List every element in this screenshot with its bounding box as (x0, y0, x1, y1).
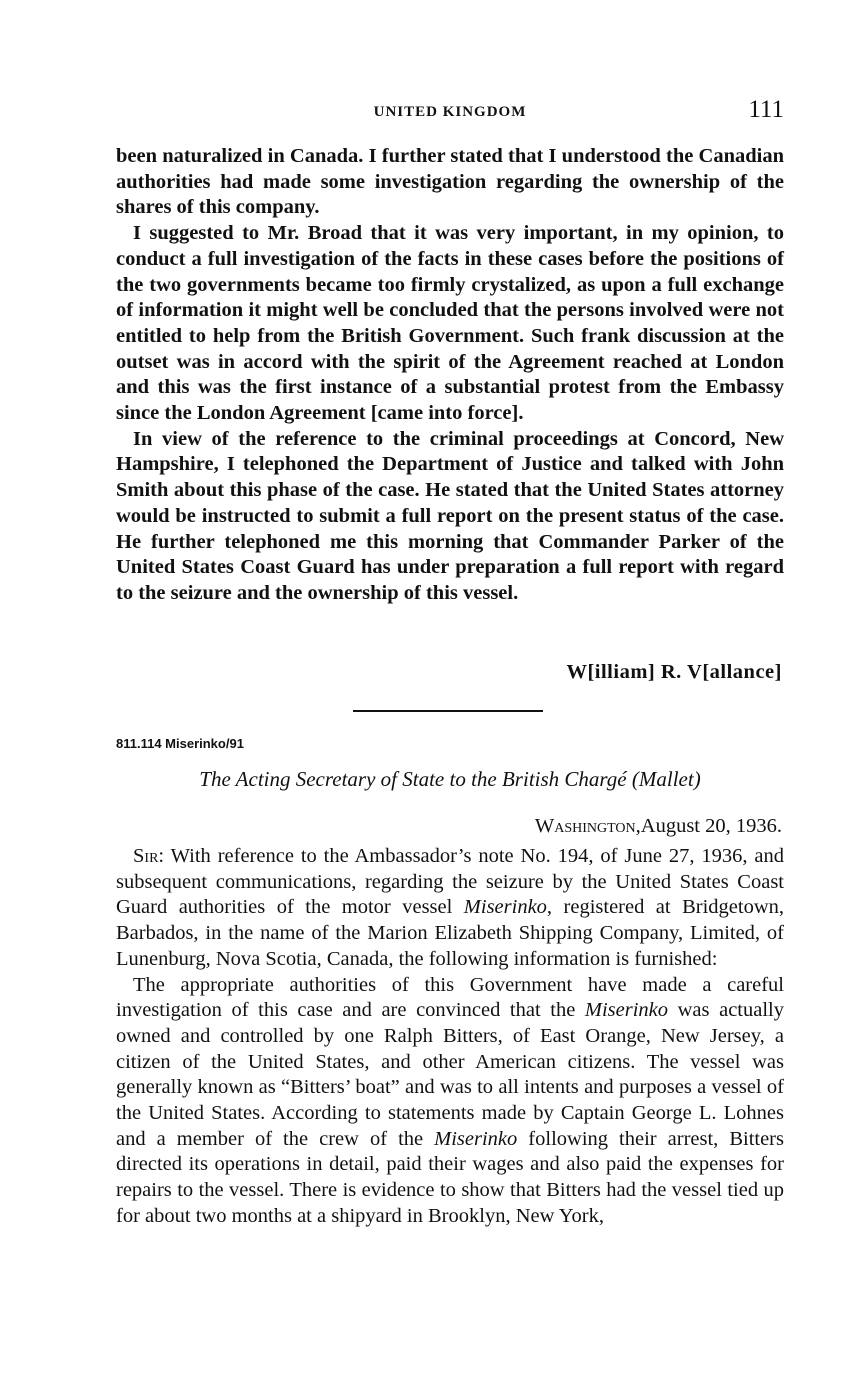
signature: W[illiam] R. V[allance] (566, 661, 782, 683)
paragraph: I suggested to Mr. Broad that it was very important, in my opinion, to conduct a full investigation of the facts in these cases before the positions of the two governments became too firmly crystalized, as upon a full exchange of information it might well be concluded that the persons involved were not entitled to help from the British Government. Such frank discussion at the outset was in accord with the spirit of the Agreement reached at London and this was the first instance of a substantial protest from the Embassy since the London Agreement [came into force]. (116, 222, 784, 425)
dateline-date: August 20, 1936. (640, 815, 782, 837)
text-run: following their arrest, Bitters directed its operations in detail, paid their wages and also paid the expenses for repairs to the vessel. There is evidence to show that Bitters had the vessel tied up for about two months at a shipyard in Brooklyn, New York, (116, 1127, 784, 1227)
dateline-place: Washington, (534, 815, 641, 837)
text-run: The appropriate authorities of this Government have made a careful investigation of this case and are convinced that the (116, 973, 784, 1022)
running-head: UNITED KINGDOM (373, 104, 527, 120)
text-run: : With reference to the Ambassador’s note No. 194, of June 27, 1936, and subsequent communications, regarding the seizure by the United States Coast Guard authorities of the motor vessel (116, 845, 784, 919)
memo-continuation (116, 144, 784, 607)
document-title: The Acting Secretary of State to the British Chargé (Mallet) (199, 767, 701, 791)
page-number: 111 (748, 96, 784, 123)
text-run: was actually owned and controlled by one Ralph Bitters, of East Orange, New Jersey, a citizen of the United States, and other American citizens. The vessel was generally known as “Bitters’ boat” and was to all intents and purposes a vessel of the United States. According to statements made by Captain George L. Lohnes and a member of the crew of the (116, 999, 784, 1150)
text-run: , registered at Bridgetown, Barbados, in the name of the Marion Elizabeth Shipping Company, Limited, of Lunenburg, Nova Scotia, Canada, the following information is furnished: (116, 896, 784, 970)
vessel-name: Miserinko (584, 999, 669, 1022)
page-header (116, 96, 784, 128)
section-divider (353, 710, 543, 712)
vessel-name: Miserinko (463, 896, 547, 919)
paragraph (116, 973, 784, 1230)
paragraph: been naturalized in Canada. I further stated that I understood the Canadian authorities had made some investigation regarding the ownership of the shares of this company. (116, 145, 784, 219)
vessel-name: Miserinko (434, 1127, 518, 1150)
dateline (535, 815, 782, 838)
paragraph: In view of the reference to the criminal proceedings at Concord, New Hampshire, I telephoned the Department of Justice and talked with John Smith about this phase of the case. He stated that the United States attorney would be instructed to submit a full report on the present status of the case. He further telephoned me this morning that Commander Parker of the United States Coast Guard has under preparation a full report with regard to the seizure and the ownership of this vessel. (116, 427, 784, 604)
file-number: 811.114 Miserinko/91 (116, 736, 244, 751)
salutation: Sir (133, 845, 159, 867)
letter-body (116, 844, 784, 1230)
paragraph (116, 844, 784, 973)
